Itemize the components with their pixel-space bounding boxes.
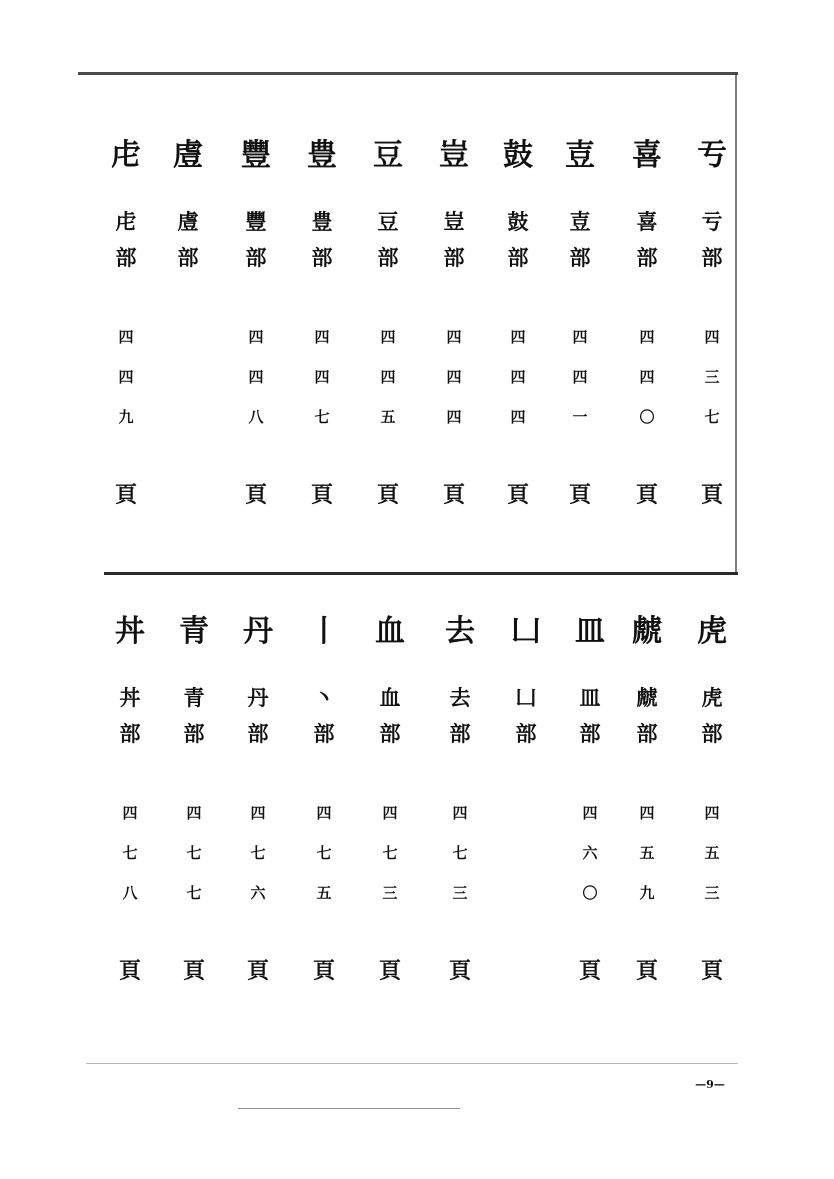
seal-character: 豆 xyxy=(373,138,403,173)
footer-rule xyxy=(238,1108,460,1109)
seal-character: 豐 xyxy=(241,138,271,173)
page-digit: 四 xyxy=(704,328,720,346)
ye-label: 頁 xyxy=(118,958,141,984)
bu-label: 部 xyxy=(701,721,723,746)
ye-label: 頁 xyxy=(182,958,205,984)
radical-name: 亏 xyxy=(701,209,723,234)
seal-character: 䖒 xyxy=(173,138,203,173)
seal-character: 丨 xyxy=(309,614,339,649)
radical-name: 喜 xyxy=(636,209,658,234)
radical-name: 虍 xyxy=(115,209,137,234)
page-digit: 四 xyxy=(314,328,330,346)
seal-character: 豊 xyxy=(307,138,337,173)
page-digit: 七 xyxy=(316,844,332,862)
bu-label: 部 xyxy=(636,721,658,746)
radical-name: 丹 xyxy=(247,685,269,710)
bu-label: 部 xyxy=(177,245,199,270)
bu-label: 部 xyxy=(379,721,401,746)
page-digit: 〇 xyxy=(639,408,655,426)
bu-label: 部 xyxy=(449,721,471,746)
page-digit: 三 xyxy=(452,884,468,902)
seal-character: 血 xyxy=(375,614,405,649)
page-digit: 四 xyxy=(510,328,526,346)
top-rule xyxy=(78,72,738,75)
page-digit: 四 xyxy=(314,368,330,386)
bottom-rule xyxy=(86,1063,738,1064)
page-digit: 七 xyxy=(704,408,720,426)
page-digit: 四 xyxy=(446,408,462,426)
ye-label: 頁 xyxy=(635,482,658,508)
bu-label: 部 xyxy=(119,721,141,746)
radical-name: 凵 xyxy=(515,685,537,710)
page-number: —9— xyxy=(695,1078,725,1091)
page-digit: 〇 xyxy=(582,884,598,902)
page-digit: 四 xyxy=(510,368,526,386)
bu-label: 部 xyxy=(311,245,333,270)
page-digit: 七 xyxy=(186,884,202,902)
radical-name: 豆 xyxy=(377,209,399,234)
seal-character: 豈 xyxy=(439,138,469,173)
radical-name: 豈 xyxy=(443,209,465,234)
bu-label: 部 xyxy=(515,721,537,746)
seal-character: 亐 xyxy=(697,138,727,173)
ye-label: 頁 xyxy=(635,958,658,984)
bu-label: 部 xyxy=(636,245,658,270)
seal-character: 凵 xyxy=(511,614,541,649)
radical-name: 血 xyxy=(379,685,401,710)
bu-label: 部 xyxy=(569,245,591,270)
page-digit: 四 xyxy=(639,368,655,386)
page-digit: 四 xyxy=(446,328,462,346)
page-digit: 四 xyxy=(248,328,264,346)
seal-character: 喜 xyxy=(632,138,662,173)
radical-name: 丼 xyxy=(119,685,141,710)
radical-name: 豐 xyxy=(245,209,267,234)
page-digit: 四 xyxy=(582,804,598,822)
page-digit: 七 xyxy=(250,844,266,862)
seal-character: 丹 xyxy=(243,614,273,649)
page-digit: 七 xyxy=(186,844,202,862)
page-digit: 五 xyxy=(380,408,396,426)
radical-name: 豊 xyxy=(311,209,333,234)
page-digit: 五 xyxy=(316,884,332,902)
bu-label: 部 xyxy=(377,245,399,270)
page-digit: 六 xyxy=(582,844,598,862)
ye-label: 頁 xyxy=(442,482,465,508)
page-digit: 四 xyxy=(382,804,398,822)
radical-name: 䖒 xyxy=(177,209,199,234)
page-digit: 三 xyxy=(382,884,398,902)
page-digit: 四 xyxy=(510,408,526,426)
ye-label: 頁 xyxy=(244,482,267,508)
page-digit: 四 xyxy=(380,368,396,386)
page-digit: 四 xyxy=(248,368,264,386)
page-digit: 四 xyxy=(639,804,655,822)
bu-label: 部 xyxy=(115,245,137,270)
ye-label: 頁 xyxy=(700,958,723,984)
seal-character: 丼 xyxy=(115,614,145,649)
page-digit: 四 xyxy=(186,804,202,822)
seal-character: 鼓 xyxy=(503,138,533,173)
bu-label: 部 xyxy=(313,721,335,746)
ye-label: 頁 xyxy=(700,482,723,508)
page-digit: 四 xyxy=(572,368,588,386)
page-digit: 四 xyxy=(639,328,655,346)
bu-label: 部 xyxy=(443,245,465,270)
bu-label: 部 xyxy=(245,245,267,270)
page-digit: 四 xyxy=(380,328,396,346)
page-digit: 四 xyxy=(122,804,138,822)
page-digit: 五 xyxy=(639,844,655,862)
radical-name: 皿 xyxy=(579,685,601,710)
ye-label: 頁 xyxy=(376,482,399,508)
page-digit: 四 xyxy=(704,804,720,822)
radical-name: 壴 xyxy=(569,209,591,234)
seal-character: 青 xyxy=(179,614,209,649)
page-digit: 八 xyxy=(122,884,138,902)
page-digit: 三 xyxy=(704,884,720,902)
page-digit: 三 xyxy=(704,368,720,386)
page-digit: 九 xyxy=(118,408,134,426)
page-digit: 四 xyxy=(452,804,468,822)
page-digit: 七 xyxy=(382,844,398,862)
page-digit: 四 xyxy=(250,804,266,822)
radical-name: 虎 xyxy=(701,685,723,710)
seal-character: 虍 xyxy=(111,138,141,173)
radical-name: 去 xyxy=(449,685,471,710)
radical-name: 丶 xyxy=(313,685,335,710)
seal-character: 去 xyxy=(445,614,475,649)
ye-label: 頁 xyxy=(114,482,137,508)
bu-label: 部 xyxy=(183,721,205,746)
page-digit: 四 xyxy=(118,328,134,346)
ye-label: 頁 xyxy=(246,958,269,984)
page-digit: 七 xyxy=(314,408,330,426)
bu-label: 部 xyxy=(247,721,269,746)
page-digit: 四 xyxy=(316,804,332,822)
radical-name: 鼓 xyxy=(507,209,529,234)
ye-label: 頁 xyxy=(506,482,529,508)
radical-name: 虤 xyxy=(636,685,658,710)
ye-label: 頁 xyxy=(312,958,335,984)
ye-label: 頁 xyxy=(310,482,333,508)
bu-label: 部 xyxy=(579,721,601,746)
page-digit: 六 xyxy=(250,884,266,902)
page-digit: 七 xyxy=(452,844,468,862)
page-digit: 五 xyxy=(704,844,720,862)
page-digit: 八 xyxy=(248,408,264,426)
page-digit: 九 xyxy=(639,884,655,902)
page-digit: 一 xyxy=(572,408,588,426)
page-digit: 四 xyxy=(446,368,462,386)
radical-name: 青 xyxy=(183,685,205,710)
section-divider xyxy=(104,572,738,575)
ye-label: 頁 xyxy=(568,482,591,508)
page-digit: 四 xyxy=(118,368,134,386)
seal-character: 虎 xyxy=(697,614,727,649)
ye-label: 頁 xyxy=(578,958,601,984)
bu-label: 部 xyxy=(701,245,723,270)
seal-character: 壴 xyxy=(565,138,595,173)
bu-label: 部 xyxy=(507,245,529,270)
page-digit: 七 xyxy=(122,844,138,862)
page-digit: 四 xyxy=(572,328,588,346)
seal-character: 皿 xyxy=(575,614,605,649)
ye-label: 頁 xyxy=(378,958,401,984)
seal-character: 虤 xyxy=(632,614,662,649)
ye-label: 頁 xyxy=(448,958,471,984)
